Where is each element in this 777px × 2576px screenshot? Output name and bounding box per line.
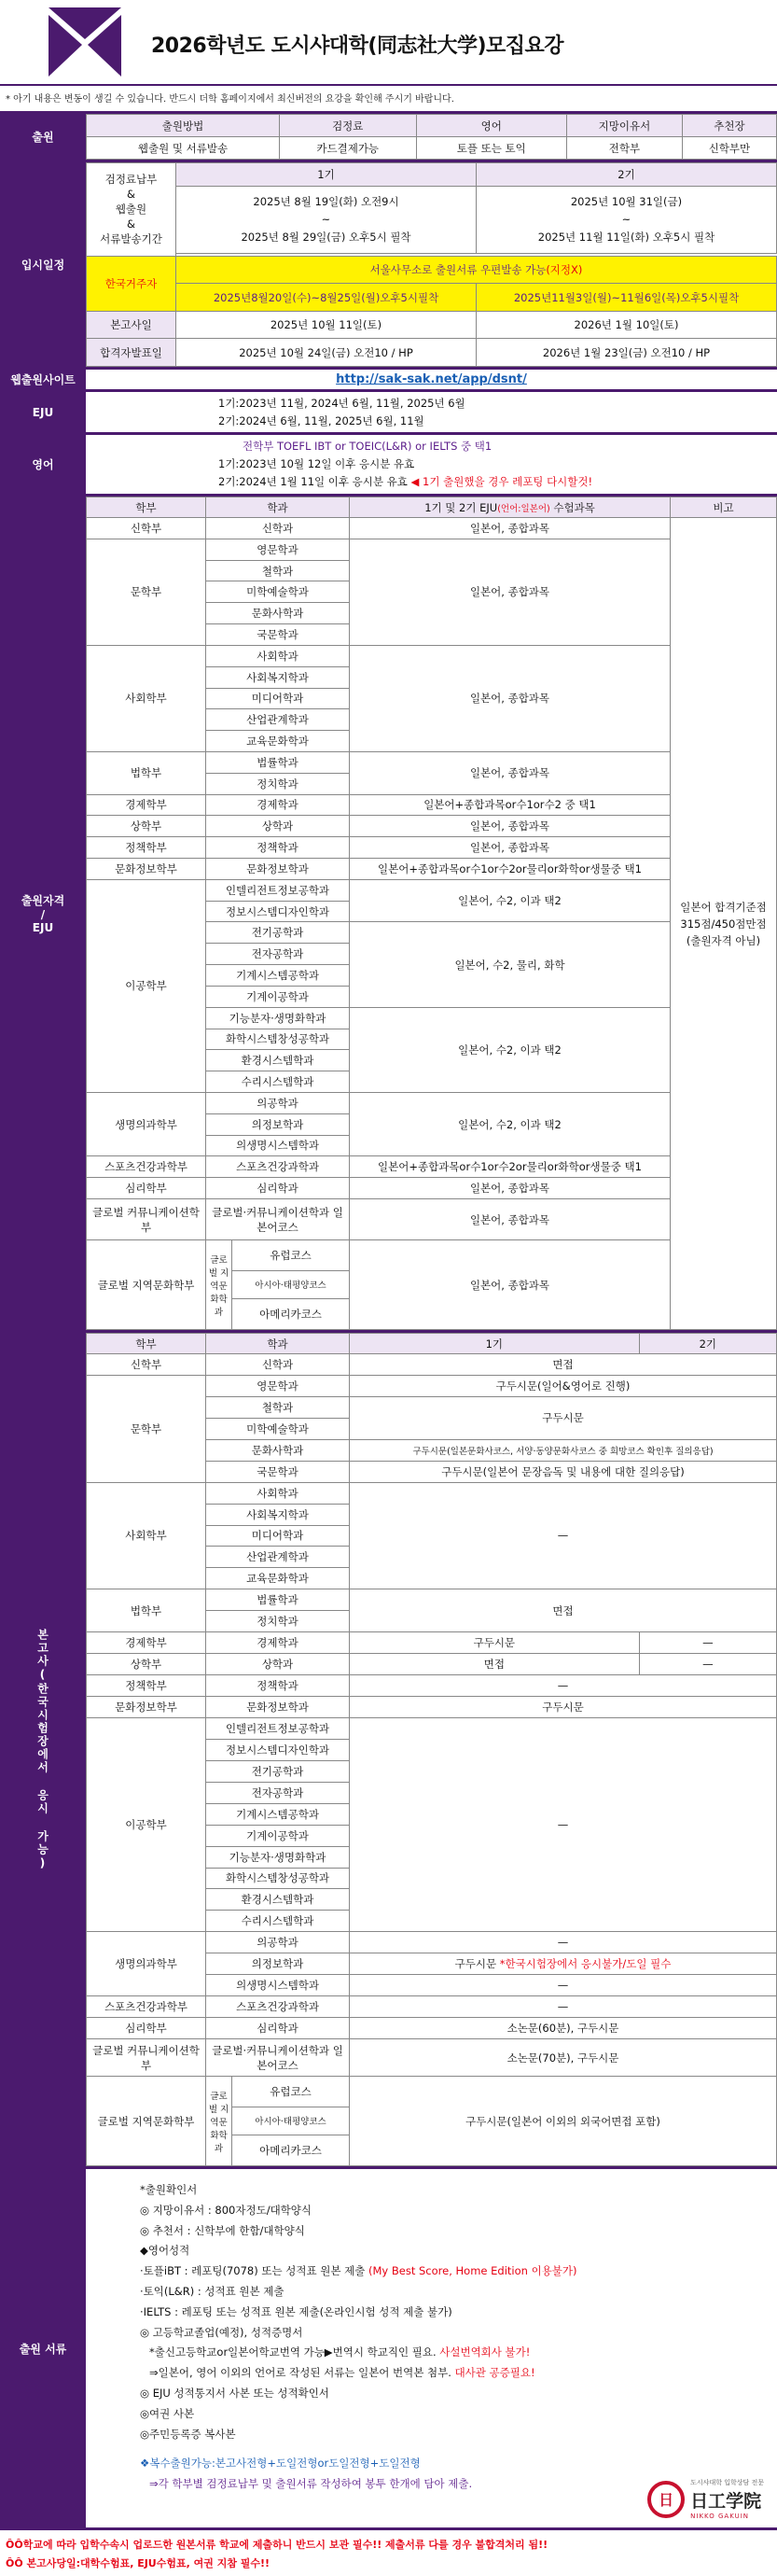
korea-term2: 2025년11월3일(월)~11월6일(목)오후5시필착 xyxy=(477,284,777,312)
english-section xyxy=(0,435,777,497)
exam-h-t2: 2기 xyxy=(639,1334,776,1354)
exam-med-note: *한국시험장에서 응시불가/도일 필수 xyxy=(499,1957,672,1971)
elig-subject: 일본어, 수2, 이과 택2 xyxy=(350,1092,671,1155)
exam-faculty: 사회학부 xyxy=(87,1482,206,1589)
elig-dept: 기계이공학과 xyxy=(206,986,350,1007)
term2-tilde: ~ xyxy=(621,213,631,227)
trans-red: 사설번역회사 불가! xyxy=(439,2345,531,2359)
elig-subject: 일본어, 종합과목 xyxy=(350,1240,671,1330)
doc-line: ◎ 고등학교졸업(예정), 성적증명서 xyxy=(140,2325,303,2339)
elig-dept: 법률학과 xyxy=(206,751,350,773)
elig-dept: 산업관계학과 xyxy=(206,709,350,731)
elig-faculty: 문화정보학부 xyxy=(87,859,206,880)
exam-dept: 기능분자·생명화학과 xyxy=(206,1846,350,1868)
elig-dept: 신학과 xyxy=(206,518,350,539)
exam-cell: 구두시문(일본어 이외의 외국어면접 포함) xyxy=(350,2077,777,2166)
elig-dept: 인텔리전트정보공학과 xyxy=(206,879,350,901)
elig-dept: 환경시스템학과 xyxy=(206,1050,350,1071)
elig-dept: 경제학과 xyxy=(206,794,350,816)
elig-faculty: 신학부 xyxy=(87,518,206,539)
eju-line1: 1기:2023년 11월, 2024년 6월, 11월, 2025년 6월 xyxy=(218,397,465,410)
brand-circle-icon: 日 xyxy=(647,2481,685,2518)
exam-cell: 면접 xyxy=(350,1354,777,1376)
brand-name: 日工学院 xyxy=(690,2491,762,2512)
exam-cell: 면접 xyxy=(350,1654,640,1675)
exam-faculty: 문학부 xyxy=(87,1375,206,1482)
elig-dept: 영문학과 xyxy=(206,539,350,560)
elig-faculty: 글로벌 지역문화학부 xyxy=(87,1240,206,1330)
footer-line2: ÔÔ 본고사당일:대학수험표, EJU수험표, 여권 지참 필수!! xyxy=(6,2557,271,2569)
exam-dept: 심리학과 xyxy=(206,2018,350,2039)
exam-faculty: 정책학부 xyxy=(87,1675,206,1697)
elig-h-faculty: 학부 xyxy=(87,497,206,518)
elig-faculty: 심리학부 xyxy=(87,1178,206,1199)
exam-dept: 전기공학과 xyxy=(206,1760,350,1782)
page-title: 2026학년도 도시샤대학(同志社大学)모집요강 xyxy=(151,35,564,58)
doc-line: *출신고등학교or일본어학교번역 가능▶번역시 학교직인 필요. xyxy=(149,2345,437,2359)
elig-dept: 정치학과 xyxy=(206,773,350,794)
exam-cell: — xyxy=(350,1675,777,1697)
header xyxy=(0,0,777,86)
elig-dept: 문화사학과 xyxy=(206,603,350,624)
english-line1: 전학부 TOEFL IBT or TOEIC(L&R) or IELTS 중 택1 xyxy=(243,440,493,453)
docs-section xyxy=(0,2169,777,2527)
elig-h-subject-tail: 수험과목 xyxy=(549,500,595,514)
elig-subfaculty: 글로벌 지역문화학과 xyxy=(206,1240,232,1330)
exam-cell: 구두시문 xyxy=(454,1957,500,1971)
university-logo-icon xyxy=(47,4,123,80)
exam-subfaculty: 글로벌 지역문화학과 xyxy=(206,2077,232,2166)
doc-line: *출원확인서 xyxy=(140,2183,198,2196)
exam-section xyxy=(0,1333,777,2169)
apply-value: 신학부만 xyxy=(682,137,776,160)
apply-value: 카드결제가능 xyxy=(279,137,416,160)
eju-section xyxy=(0,392,777,435)
elig-dept: 철학과 xyxy=(206,560,350,581)
korea-main: 서울사무소로 출원서류 우편발송 가능 xyxy=(369,263,547,277)
docs-label: 출원 서류 xyxy=(0,2169,86,2527)
english-line2: 1기:2023년 10월 12일 이후 응시분 유효 xyxy=(218,457,415,470)
english-label: 영어 xyxy=(0,435,86,494)
elig-dept: 교육문화학과 xyxy=(206,731,350,752)
doc-line: ◎ 추천서 : 신학부에 한함/대학양식 xyxy=(140,2223,305,2237)
elig-dept: 전기공학과 xyxy=(206,922,350,944)
schedule-section xyxy=(0,162,777,370)
elig-faculty: 정책학부 xyxy=(87,837,206,859)
exam-dept: 경제학과 xyxy=(206,1632,350,1654)
elig-dept: 문화정보학과 xyxy=(206,859,350,880)
exam-cell: — xyxy=(350,1996,777,2018)
doc-line: ⇒일본어, 영어 이외의 언어로 작성된 서류는 일본어 번역본 첨부. xyxy=(149,2366,451,2380)
apply-header: 지망이유서 xyxy=(567,115,683,137)
exam-dept: 의공학과 xyxy=(206,1932,350,1953)
elig-dept: 수리시스템학과 xyxy=(206,1071,350,1093)
elig-subject: 일본어, 종합과목 xyxy=(350,1199,671,1240)
exam-dept: 법률학과 xyxy=(206,1589,350,1611)
eju-label: EJU xyxy=(0,392,86,432)
elig-subject: 일본어, 종합과목 xyxy=(350,751,671,794)
exam-dept: 국문학과 xyxy=(206,1461,350,1482)
schedule-label: 입시일정 xyxy=(0,162,86,367)
eligibility-table xyxy=(86,497,777,1330)
exam-dept: 의생명시스템학과 xyxy=(206,1975,350,1996)
elig-faculty: 경제학부 xyxy=(87,794,206,816)
elig-note: 일본어 합격기준점 315점/450점만점 (출원자격 아님) xyxy=(671,518,777,1330)
exam-dept: 유럽코스 xyxy=(232,2077,350,2107)
exam-dept: 문화사학과 xyxy=(206,1439,350,1461)
elig-dept: 미학예술학과 xyxy=(206,581,350,603)
elig-subject: 일본어+종합과목or수1or수2or물리or화학or생물중 택1 xyxy=(350,1156,671,1178)
elig-dept: 화학시스템창성공학과 xyxy=(206,1029,350,1050)
website-section xyxy=(0,370,777,392)
elig-faculty: 이공학부 xyxy=(87,879,206,1092)
exam-cell: 구두시문(일본문화사코스, 서양·동양문화사코스 중 희망코스 확인후 질의응답) xyxy=(350,1439,777,1461)
elig-subject: 일본어, 종합과목 xyxy=(350,539,671,645)
elig-dept: 사회학과 xyxy=(206,645,350,666)
apply-value: 전학부 xyxy=(567,137,683,160)
exam-date-term1: 2025년 10월 11일(토) xyxy=(176,311,477,339)
exam-cell: — xyxy=(350,1975,777,1996)
website-label: 웹출원사이트 xyxy=(0,370,86,389)
exam-dept: 아시아·태평양코스 xyxy=(232,2107,350,2135)
apply-section xyxy=(0,114,777,162)
elig-dept: 유럽코스 xyxy=(232,1240,350,1271)
exam-dept: 신학과 xyxy=(206,1354,350,1376)
doc-line: ◎주민등록증 복사본 xyxy=(140,2427,236,2441)
elig-subject: 일본어, 종합과목 xyxy=(350,518,671,539)
apply-header: 출원방법 xyxy=(87,115,280,137)
exam-dept: 산업관계학과 xyxy=(206,1547,350,1568)
exam-date-term2: 2026년 1월 10일(토) xyxy=(477,311,777,339)
exam-dept: 정치학과 xyxy=(206,1611,350,1632)
term2-header: 2기 xyxy=(477,163,777,187)
exam-faculty: 심리학부 xyxy=(87,2018,206,2039)
exam-dept: 사회복지학과 xyxy=(206,1504,350,1525)
doc-line: ◎ EJU 성적통지서 사본 또는 성적확인서 xyxy=(140,2386,329,2400)
exam-dept: 철학과 xyxy=(206,1396,350,1418)
exam-dept: 영문학과 xyxy=(206,1375,350,1396)
exam-cell: 소논문(70분), 구두시문 xyxy=(350,2039,777,2077)
doc-line: ·토익(L&R) : 성적표 원본 제출 xyxy=(140,2284,284,2298)
exam-dept: 교육문화학과 xyxy=(206,1568,350,1589)
elig-dept: 스포츠건강과학과 xyxy=(206,1156,350,1178)
elig-subject: 일본어, 종합과목 xyxy=(350,645,671,751)
exam-dept: 화학시스템창성공학과 xyxy=(206,1868,350,1889)
exam-cell: — xyxy=(639,1654,776,1675)
elig-dept: 정책학과 xyxy=(206,837,350,859)
elig-dept: 의정보학과 xyxy=(206,1113,350,1135)
elig-faculty: 스포츠건강과학부 xyxy=(87,1156,206,1178)
korea-label: 한국거주자 xyxy=(87,256,176,311)
term1-header: 1기 xyxy=(176,163,477,187)
exam-faculty: 이공학부 xyxy=(87,1717,206,1931)
website-link[interactable]: http://sak-sak.net/app/dsnt/ xyxy=(336,372,527,386)
elig-dept: 정보시스템디자인학과 xyxy=(206,901,350,922)
multi-apply-line1: ❖복수출원가능:본고사전형+도일전형or도일전형+도일전형 xyxy=(140,2457,421,2471)
elig-faculty: 문학부 xyxy=(87,539,206,645)
term1-end: 2025년 8월 29일(금) 오후5시 필착 xyxy=(241,231,411,245)
elig-dept: 심리학과 xyxy=(206,1178,350,1199)
apply-label: 출원 xyxy=(0,114,86,160)
exam-table xyxy=(86,1333,777,2166)
eligibility-label: 출원자격 / EJU xyxy=(0,497,86,1330)
eligibility-section xyxy=(0,497,777,1333)
elig-h-subject-note: (언어:일본어) xyxy=(497,503,550,514)
trans-red2: 대사관 공증필요! xyxy=(454,2366,535,2380)
exam-dept: 아메리카코스 xyxy=(232,2135,350,2165)
elig-dept: 의생명시스템학과 xyxy=(206,1135,350,1156)
elig-subject: 일본어+종합과목or수1or수2or물리or화학or생물중 택1 xyxy=(350,859,671,880)
exam-faculty: 글로벌 커뮤니케이션학부 xyxy=(87,2039,206,2077)
period-label: 검정료납부 & 웹출원 & 서류발송기간 xyxy=(87,163,176,257)
exam-faculty: 생명의과학부 xyxy=(87,1932,206,1996)
term2-end: 2025년 11월 11일(화) 오후5시 필착 xyxy=(537,231,715,245)
exam-faculty: 신학부 xyxy=(87,1354,206,1376)
exam-dept: 기계이공학과 xyxy=(206,1825,350,1846)
exam-cell: — xyxy=(639,1632,776,1654)
apply-header: 영어 xyxy=(416,115,567,137)
elig-subject: 일본어, 수2, 이과 택2 xyxy=(350,879,671,922)
exam-dept: 정보시스템디자인학과 xyxy=(206,1739,350,1760)
doc-line: ·IELTS : 레포팅 또는 성적표 원본 제출(온라인시험 성적 제출 불가) xyxy=(140,2304,452,2318)
exam-cell: — xyxy=(350,1482,777,1589)
apply-value: 웹출원 및 서류발송 xyxy=(87,137,280,160)
exam-dept: 미디어학과 xyxy=(206,1525,350,1547)
exam-cell: 구두시문 xyxy=(350,1697,777,1718)
korea-term1: 2025년8월20일(수)~8월25일(월)오후5시필착 xyxy=(176,284,477,312)
exam-cell: — xyxy=(350,1932,777,1953)
elig-dept: 기능분자·생명화학과 xyxy=(206,1007,350,1029)
elig-dept: 국문학과 xyxy=(206,624,350,646)
elig-dept: 아시아·태평양코스 xyxy=(232,1271,350,1298)
elig-subject: 일본어, 종합과목 xyxy=(350,837,671,859)
elig-dept: 의공학과 xyxy=(206,1092,350,1113)
exam-dept: 사회학과 xyxy=(206,1482,350,1504)
elig-h-note: 비고 xyxy=(671,497,777,518)
exam-dept: 수리시스템학과 xyxy=(206,1911,350,1932)
exam-faculty: 문화정보학부 xyxy=(87,1697,206,1718)
exam-faculty: 경제학부 xyxy=(87,1632,206,1654)
elig-faculty: 상학부 xyxy=(87,816,206,837)
exam-label: 본고사(한국시험장에서 응시 가능) xyxy=(35,1628,49,1871)
apply-header: 검정료 xyxy=(279,115,416,137)
elig-subject: 일본어+종합과목or수1or수2 중 택1 xyxy=(350,794,671,816)
toefl-note: (My Best Score, Home Edition 이용불가) xyxy=(368,2264,577,2278)
elig-subject: 일본어, 수2, 이과 택2 xyxy=(350,1007,671,1092)
doc-line: ·토플iBT : 레포팅(7078) 또는 성적표 원본 제출 xyxy=(140,2264,366,2278)
elig-dept: 기계시스템공학과 xyxy=(206,965,350,987)
exam-faculty: 법학부 xyxy=(87,1589,206,1632)
elig-faculty: 글로벌 커뮤니케이션학부 xyxy=(87,1199,206,1240)
footer xyxy=(0,2527,777,2576)
exam-cell: — xyxy=(350,1717,777,1931)
exam-dept: 미학예술학과 xyxy=(206,1418,350,1439)
english-line3: 2기:2024년 1월 11일 이후 응시분 유효 xyxy=(218,475,408,488)
exam-dept: 스포츠건강과학과 xyxy=(206,1996,350,2018)
exam-cell: 구두시문(일어&영어로 진행) xyxy=(350,1375,777,1396)
exam-cell: 구두시문 xyxy=(350,1396,777,1439)
exam-cell: 구두시문(일본어 문장음독 및 내용에 대한 질의응답) xyxy=(350,1461,777,1482)
exam-date-label: 본고사일 xyxy=(87,311,176,339)
exam-faculty: 스포츠건강과학부 xyxy=(87,1996,206,2018)
brand-sub2: NIKKO GAKUIN xyxy=(690,2513,750,2520)
elig-dept: 사회복지학과 xyxy=(206,666,350,688)
elig-faculty: 사회학부 xyxy=(87,645,206,751)
result-date-label: 합격자발표일 xyxy=(87,339,176,367)
term2-start: 2025년 10월 31일(금) xyxy=(570,195,683,209)
exam-dept: 환경시스템학과 xyxy=(206,1889,350,1911)
apply-header: 추천장 xyxy=(682,115,776,137)
elig-dept: 미디어학과 xyxy=(206,688,350,709)
exam-dept: 인텔리전트정보공학과 xyxy=(206,1717,350,1739)
exam-dept: 전자공학과 xyxy=(206,1782,350,1803)
exam-cell: 구두시문 xyxy=(350,1632,640,1654)
exam-cell: 면접 xyxy=(350,1589,777,1632)
elig-dept: 전자공학과 xyxy=(206,944,350,965)
eju-line2: 2기:2024년 6월, 11월, 2025년 6월, 11월 xyxy=(218,414,424,427)
brand-logo xyxy=(647,2478,764,2520)
elig-subject: 일본어, 종합과목 xyxy=(350,816,671,837)
exam-dept: 정책학과 xyxy=(206,1675,350,1697)
doc-line: ◎여권 사본 xyxy=(140,2406,195,2420)
brand-sub: 도시샤대학 입학상담 전문 xyxy=(690,2479,764,2486)
elig-h-dept: 학과 xyxy=(206,497,350,518)
exam-cell: 소논문(60분), 구두시문 xyxy=(350,2018,777,2039)
exam-dept: 의정보학과 xyxy=(206,1953,350,1975)
notice-text: * 아기 내용은 변동이 생길 수 있습니다. 반드시 더학 홈페이지에서 최신버전의 요강을 확인해 주시기 바랍니다. xyxy=(0,86,777,114)
exam-h-faculty: 학부 xyxy=(87,1334,206,1354)
exam-dept: 문화정보학과 xyxy=(206,1697,350,1718)
doc-line: ◆영어성적 xyxy=(140,2244,190,2258)
korea-main-note: (지정X) xyxy=(546,263,583,277)
elig-h-subject: 1기 및 2기 EJU xyxy=(424,500,498,514)
elig-dept: 상학과 xyxy=(206,816,350,837)
exam-faculty: 글로벌 지역문화학부 xyxy=(87,2077,206,2166)
exam-h-dept: 학과 xyxy=(206,1334,350,1354)
term1-start: 2025년 8월 19일(화) 오전9시 xyxy=(253,195,399,209)
elig-dept: 글로벌·커뮤니케이션학과 일본어코스 xyxy=(206,1199,350,1240)
exam-h-t1: 1기 xyxy=(350,1334,640,1354)
exam-dept: 기계시스템공학과 xyxy=(206,1803,350,1825)
elig-faculty: 법학부 xyxy=(87,751,206,794)
exam-faculty: 상학부 xyxy=(87,1654,206,1675)
multi-apply-line2: ⇒각 학부별 검정료납부 및 출원서류 작성하여 봉투 한개에 담아 제출. xyxy=(149,2477,473,2491)
elig-dept: 아메리카코스 xyxy=(232,1298,350,1329)
exam-dept: 상학과 xyxy=(206,1654,350,1675)
elig-faculty: 생명의과학부 xyxy=(87,1092,206,1155)
elig-subject: 일본어, 종합과목 xyxy=(350,1178,671,1199)
english-line3-note: ◀ 1기 출원했을 경우 레포팅 다시할것! xyxy=(410,475,593,488)
term1-tilde: ~ xyxy=(321,213,331,227)
footer-line1: ÔÔ학교에 따라 입학수속시 업로드한 원본서류 학교에 제출하니 반드시 보관 필수!! 제출서류 다를 경우 불합격처리 됨!! xyxy=(6,2539,548,2551)
result-date-term2: 2026년 1월 23일(금) 오전10 / HP xyxy=(477,339,777,367)
elig-subject: 일본어, 수2, 물리, 화학 xyxy=(350,922,671,1007)
result-date-term1: 2025년 10월 24일(금) 오전10 / HP xyxy=(176,339,477,367)
apply-value: 토플 또는 토익 xyxy=(416,137,567,160)
exam-dept: 글로벌·커뮤니케이션학과 일본어코스 xyxy=(206,2039,350,2077)
doc-line: ◎ 지망이유서 : 800자정도/대학양식 xyxy=(140,2203,312,2217)
